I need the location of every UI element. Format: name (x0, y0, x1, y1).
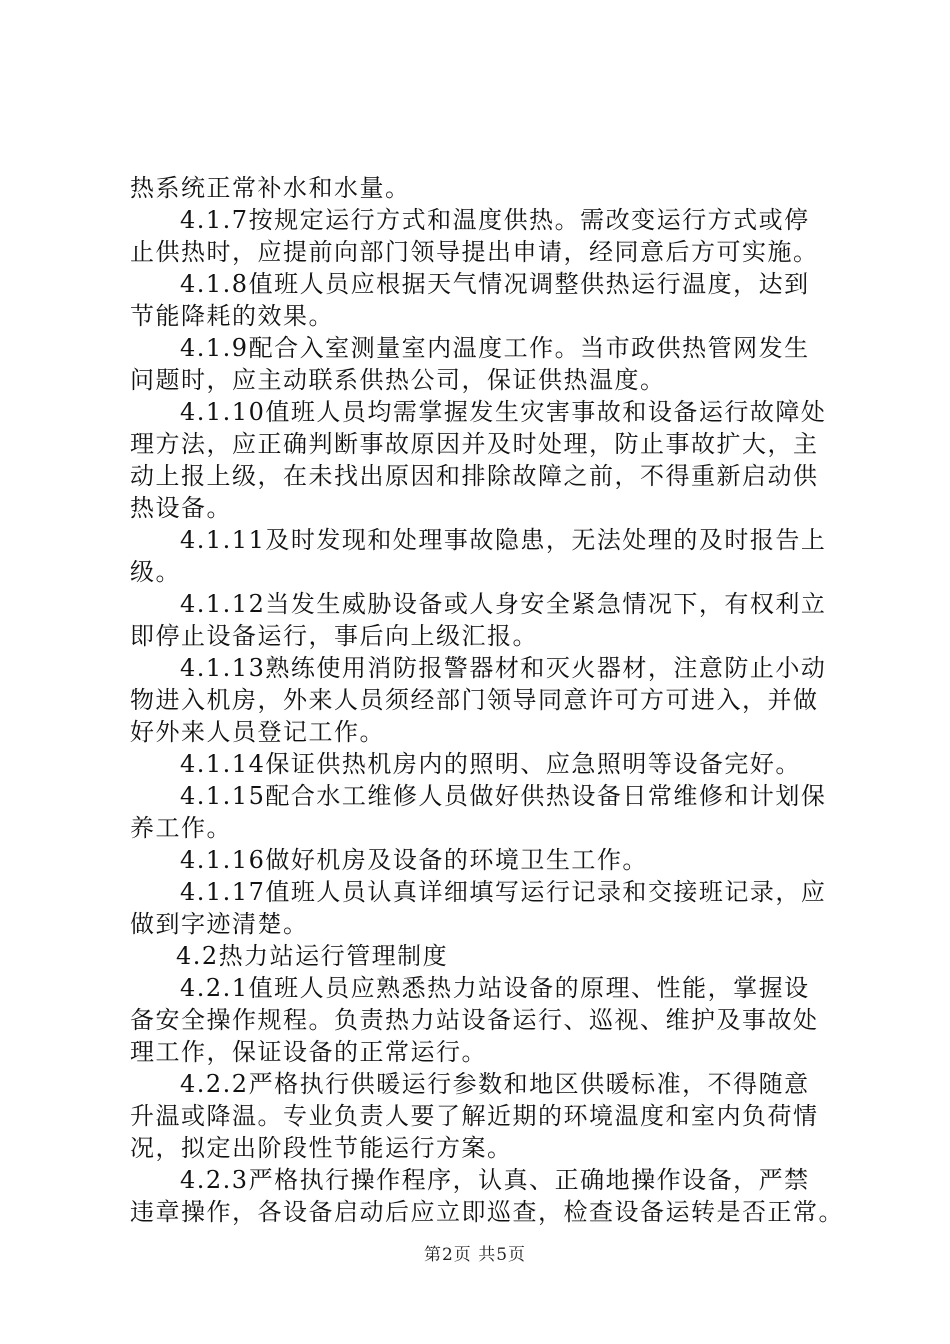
body-line: 养工作。 (130, 814, 232, 842)
clause-4-1-12: 4.1.12当发生威胁设备或人身安全紧急情况下，有权利立 (180, 590, 827, 618)
body-line: 况，拟定出阶段性节能运行方案。 (130, 1134, 513, 1162)
body-line: 升温或降温。专业负责人要了解近期的环境温度和室内负荷情 (130, 1102, 819, 1130)
clause-4-2-3: 4.2.3严格执行操作程序，认真、正确地操作设备，严禁 (180, 1166, 810, 1194)
clause-4-1-10: 4.1.10值班人员均需掌握发生灾害事故和设备运行故障处 (180, 398, 827, 426)
body-line: 热设备。 (130, 494, 232, 522)
body-line: 理方法，应正确判断事故原因并及时处理，防止事故扩大，主 (130, 430, 819, 458)
clause-4-1-9: 4.1.9配合入室测量室内温度工作。当市政供热管网发生 (180, 334, 810, 362)
clause-4-1-13: 4.1.13熟练使用消防报警器材和灭火器材，注意防止小动 (180, 654, 827, 682)
body-line: 热系统正常补水和水量。 (130, 174, 411, 202)
clause-4-1-11: 4.1.11及时发现和处理事故隐患，无法处理的及时报告上 (180, 526, 827, 554)
body-line: 物进入机房，外来人员须经部门领导同意许可方可进入，并做 (130, 686, 819, 714)
page-number-footer: 第2页 共5页 (423, 1245, 527, 1265)
clause-4-1-15: 4.1.15配合水工维修人员做好供热设备日常维修和计划保 (180, 782, 827, 810)
clause-4-1-14: 4.1.14保证供热机房内的照明、应急照明等设备完好。 (180, 750, 801, 778)
body-line: 理工作，保证设备的正常运行。 (130, 1038, 487, 1066)
body-line: 备安全操作规程。负责热力站设备运行、巡视、维护及事故处 (130, 1006, 819, 1034)
clause-4-1-7: 4.1.7按规定运行方式和温度供热。需改变运行方式或停 (180, 206, 810, 234)
clause-4-2-1: 4.2.1值班人员应熟悉热力站设备的原理、性能，掌握设 (180, 974, 810, 1002)
clause-4-1-17: 4.1.17值班人员认真详细填写运行记录和交接班记录，应 (180, 878, 827, 906)
body-line: 级。 (130, 558, 181, 586)
body-line: 好外来人员登记工作。 (130, 718, 385, 746)
body-line: 违章操作，各设备启动后应立即巡查，检查设备运转是否正常。 (130, 1198, 844, 1226)
clause-4-1-8: 4.1.8值班人员应根据天气情况调整供热运行温度，达到 (180, 270, 810, 298)
body-line: 做到字迹清楚。 (130, 910, 309, 938)
body-line: 止供热时，应提前向部门领导提出申请，经同意后方可实施。 (130, 238, 819, 266)
section-heading-4-2: 4.2热力站运行管理制度 (176, 942, 449, 970)
clause-4-2-2: 4.2.2严格执行供暖运行参数和地区供暖标准，不得随意 (180, 1070, 810, 1098)
document-body (130, 172, 844, 1228)
clause-4-1-16: 4.1.16做好机房及设备的环境卫生工作。 (180, 846, 648, 874)
body-line: 问题时，应主动联系供热公司，保证供热温度。 (130, 366, 666, 394)
body-line: 即停止设备运行，事后向上级汇报。 (130, 622, 538, 650)
body-line: 节能降耗的效果。 (130, 302, 334, 330)
body-line: 动上报上级，在未找出原因和排除故障之前，不得重新启动供 (130, 462, 819, 490)
